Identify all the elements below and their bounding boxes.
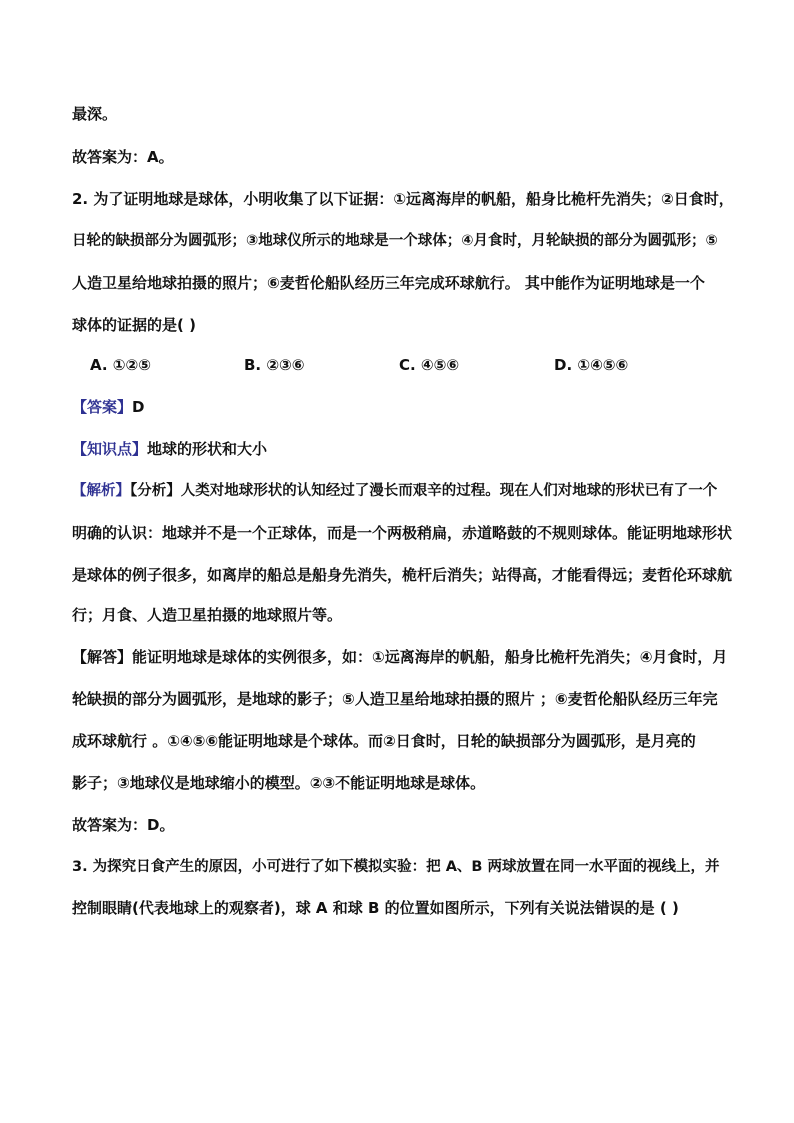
q2-line-4: 球体的证据的是( ) xyxy=(72,316,196,334)
q2-analysis-line-4: 行；月食、人造卫星拍摄的地球照片等。 xyxy=(72,606,343,624)
q2-analysis-line-1 xyxy=(72,481,717,501)
q2-analysis-line-3: 是球体的例子很多，如离岸的船总是船身先消失，桅杆后消失；站得高，才能看得远；麦哲伦环球航 xyxy=(72,566,733,584)
q3-line-2: 控制眼睛(代表地球上的观察者)，球 A 和球 B 的位置如图所示，下列有关说法错误的是 ( ) xyxy=(72,899,679,917)
q2-solution-line-4: 影子；③地球仪是地球缩小的模型。②③不能证明地球是球体。 xyxy=(72,774,486,792)
analysis-text: 【分析】人类对地球形状的认知经过了漫长而艰辛的过程。现在人们对地球的形状已有了一个 xyxy=(130,483,718,499)
knowledge-value: 地球的形状和大小 xyxy=(147,440,268,458)
q2-analysis-line-2: 明确的认识：地球并不是一个正球体，而是一个两极稍扁，赤道略鼓的不规则球体。能证明地球形状 xyxy=(72,524,733,542)
q2-solution-line-2: 轮缺损的部分为圆弧形，是地球的影子；⑤人造卫星给地球拍摄的照片 ；⑥麦哲伦船队经历三年完 xyxy=(72,690,718,708)
analysis-tag: 【解析】 xyxy=(72,483,130,499)
q2-option-a: A. ①②⑤ xyxy=(90,356,151,374)
q2-solution-line-1: 【解答】能证明地球是球体的实例很多，如：①远离海岸的帆船，船身比桅杆先消失；④月食时，月 xyxy=(72,648,728,666)
knowledge-tag: 【知识点】 xyxy=(72,440,148,458)
prev-answer-line: 故答案为：A。 xyxy=(72,148,174,166)
q2-line-1: 2. 为了证明地球是球体，小明收集了以下证据：①远离海岸的帆船，船身比桅杆先消失；②日食时， xyxy=(72,190,734,208)
q2-line-2: 日轮的缺损部分为圆弧形；③地球仪所示的地球是一个球体；④月食时，月轮缺损的部分为圆弧形；⑤ xyxy=(72,233,718,249)
answer-tag: 【答案】 xyxy=(72,398,133,416)
q2-answer xyxy=(72,397,144,417)
prev-answer-tail: 最深。 xyxy=(72,105,118,123)
q2-option-b: B. ②③⑥ xyxy=(244,356,305,374)
q3-line-1: 3. 为探究日食产生的原因，小可进行了如下模拟实验：把 A、B 两球放置在同一水平面的视线上，并 xyxy=(72,859,720,875)
q2-option-d: D. ①④⑤⑥ xyxy=(554,356,629,374)
q2-solution-line-3: 成环球航行 。①④⑤⑥能证明地球是个球体。而②日食时，日轮的缺损部分为圆弧形，是月亮的 xyxy=(72,732,696,750)
q2-option-c: C. ④⑤⑥ xyxy=(399,356,460,374)
q2-line-3: 人造卫星给地球拍摄的照片；⑥麦哲伦船队经历三年完成环球航行。 其中能作为证明地球是一个 xyxy=(72,274,705,292)
answer-value: D xyxy=(132,398,145,416)
q2-final-answer: 故答案为：D。 xyxy=(72,816,175,834)
q2-knowledge xyxy=(72,439,267,459)
